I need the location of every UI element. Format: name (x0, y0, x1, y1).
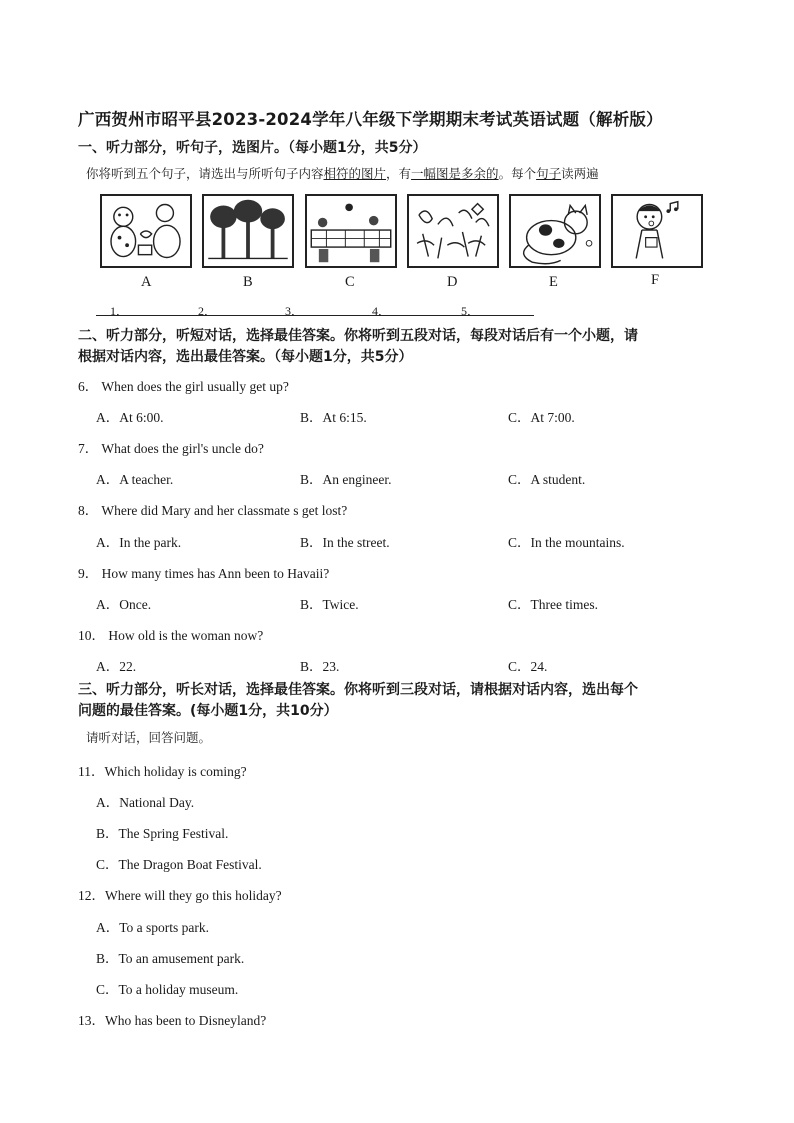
q12-option-b[interactable]: B．To an amusement park. (96, 951, 245, 966)
question-8: 8． Where did Mary and her classmate s get lost? (78, 503, 348, 518)
answer-blank-5[interactable]: 5． (461, 304, 480, 318)
q11-option-b[interactable]: B．The Spring Festival. (96, 826, 229, 841)
q11-option-c[interactable]: C．The Dragon Boat Festival. (96, 857, 262, 872)
q12-option-c[interactable]: C．To a holiday museum. (96, 982, 239, 997)
q11-option-a[interactable]: A．National Day. (96, 795, 195, 810)
q8-option-b[interactable]: B．In the street. (300, 535, 390, 550)
question-9: 9． How many times has Ann been to Havaii? (78, 566, 330, 581)
picture-c-volleyball (305, 194, 397, 268)
q7-option-c[interactable]: C．A student. (508, 472, 586, 487)
section3-instruction: 请听对话，回答问题。 (86, 730, 212, 745)
picture-label-a: A (141, 274, 152, 290)
page-title: 广西贺州市昭平县2023-2024学年八年级下学期期末考试英语试题（解析版） (78, 110, 663, 129)
answer-blank-2[interactable]: 2． (198, 304, 217, 318)
picture-b-trees (202, 194, 294, 268)
answer-blank-4[interactable]: 4． (372, 304, 391, 318)
q9-option-b[interactable]: B．Twice. (300, 597, 359, 612)
question-10: 10． How old is the woman now? (78, 628, 264, 643)
q12-option-a[interactable]: A．To a sports park. (96, 920, 210, 935)
section2-heading-line2: 根据对话内容，选出最佳答案。（每小题1分，共5分） (78, 349, 413, 365)
question-12: 12．Where will they go this holiday? (78, 888, 282, 903)
answer-blank-1[interactable]: 1． (110, 304, 129, 318)
answer-blank-3[interactable]: 3． (285, 304, 304, 318)
picture-label-e: E (549, 274, 558, 290)
picture-label-f: F (651, 272, 660, 288)
picture-label-c: C (345, 274, 355, 290)
q7-option-a[interactable]: A．A teacher. (96, 472, 174, 487)
question-13: 13．Who has been to Disneyland? (78, 1013, 267, 1028)
question-7: 7． What does the girl's uncle do? (78, 441, 264, 456)
q7-option-b[interactable]: B．An engineer. (300, 472, 392, 487)
question-6: 6． When does the girl usually get up? (78, 379, 289, 394)
q9-option-a[interactable]: A．Once. (96, 597, 152, 612)
q8-option-a[interactable]: A．In the park. (96, 535, 182, 550)
picture-f-boy-singing (611, 194, 703, 268)
picture-label-d: D (447, 274, 458, 290)
q6-option-c[interactable]: C．At 7:00. (508, 410, 575, 425)
section2-heading-line1: 二、听力部分，听短对话，选择最佳答案。你将听到五段对话，每段对话后有一个小题，请 (78, 328, 638, 344)
question-11: 11．Which holiday is coming? (78, 764, 247, 779)
q10-option-b[interactable]: B．23. (300, 659, 340, 674)
picture-a-animals (100, 194, 192, 268)
section3-heading-line1: 三、听力部分，听长对话，选择最佳答案。你将听到三段对话，请根据对话内容，选出每个 (78, 682, 638, 698)
section3-heading-line2: 问题的最佳答案。(每小题1分，共10分） (78, 703, 338, 719)
section1-instruction: 你将听到五个句子，请选出与所听句子内容相符的图片，有一幅图是多余的。每个句子读两遍 (86, 166, 599, 181)
section1-heading: 一、听力部分，听句子，选图片。（每小题1分，共5分） (78, 140, 427, 156)
q6-option-b[interactable]: B．At 6:15. (300, 410, 367, 425)
q10-option-a[interactable]: A．22. (96, 659, 137, 674)
picture-d-dancers (407, 194, 499, 268)
q10-option-c[interactable]: C．24. (508, 659, 548, 674)
q6-option-a[interactable]: A．At 6:00. (96, 410, 164, 425)
picture-e-cat (509, 194, 601, 268)
q8-option-c[interactable]: C．In the mountains. (508, 535, 625, 550)
q9-option-c[interactable]: C．Three times. (508, 597, 598, 612)
picture-label-b: B (243, 274, 253, 290)
